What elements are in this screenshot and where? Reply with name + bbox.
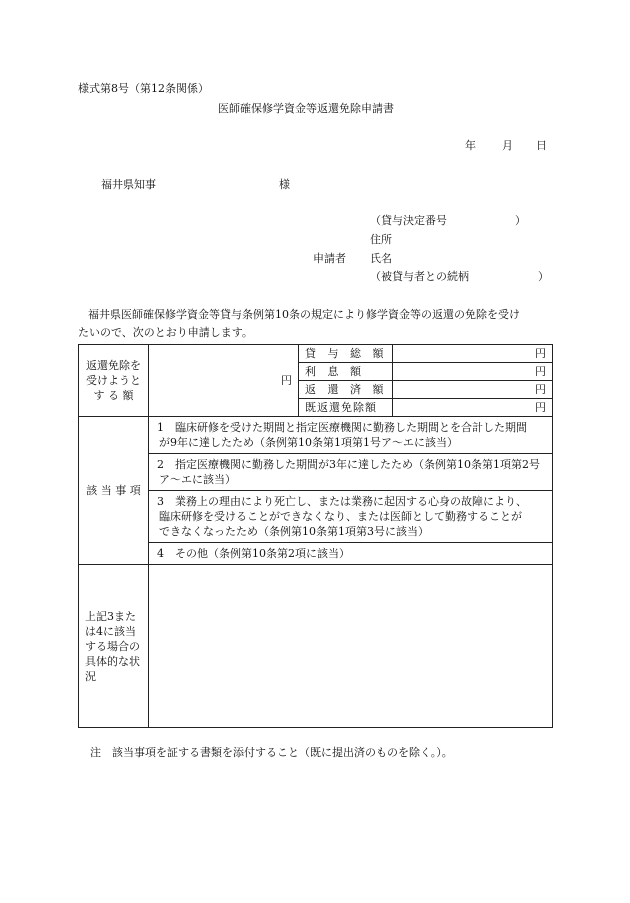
date-day: 日 — [536, 139, 547, 152]
form-number: 様式第8号（第12条関係） — [78, 82, 209, 95]
date-month: 月 — [502, 139, 513, 152]
reason-label: 該 当 事 項 — [79, 417, 149, 565]
loan-number-close: ） — [515, 214, 526, 227]
amount-label: 返還免除を 受けようと す る 額 — [79, 345, 149, 417]
details-label: 上記3また は4に該当 する場合の 具体的な状 況 — [79, 565, 149, 728]
loan-number-label: （貸与決定番号 — [370, 214, 447, 227]
document-title: 医師確保修学資金等返還免除申請書 — [218, 102, 394, 115]
relation-close: ） — [538, 270, 549, 283]
applicant-role-label: 申請者 — [313, 252, 346, 265]
amount-unit: 円 — [149, 345, 299, 417]
name-label: 氏名 — [370, 252, 392, 265]
condition-1: 1 臨床研修を受けた期間と指定医療機関に勤務した期間とを合計した期間 が9年に達したため（条例第10条第1項第1号ア〜エに該当） — [149, 417, 553, 454]
relation-label: （被貸与者との続柄 — [370, 270, 469, 283]
already-exempted-label: 既返還免除額 — [299, 399, 393, 417]
details-input-area[interactable] — [149, 565, 553, 728]
interest-label: 利 息 額 — [299, 363, 393, 381]
condition-3: 3 業務上の理由により死亡し、または業務に起因する心身の故障により、 臨床研修を受けることができなくなり、または医師として勤務することが できなくなったため（条例第10条第1項第3号に該当） — [149, 491, 553, 543]
intro-line-2: たいので、次のとおり申請します。 — [78, 326, 253, 339]
repaid-unit: 円 — [393, 381, 553, 399]
intro-line-1: 福井県医師確保修学資金等貸与条例第10条の規定により修学資金等の返還の免除を受け — [88, 308, 520, 321]
loan-total-label: 貸 与 総 額 — [299, 345, 393, 363]
application-table — [78, 344, 553, 728]
date-year: 年 — [465, 139, 476, 152]
loan-total-unit: 円 — [393, 345, 553, 363]
condition-4: 4 その他（条例第10条第2項に該当） — [149, 543, 553, 565]
repaid-label: 返 還 済 額 — [299, 381, 393, 399]
addressee-honorific: 様 — [279, 178, 290, 191]
already-exempted-unit: 円 — [393, 399, 553, 417]
addressee-name: 福井県知事 — [101, 178, 156, 191]
address-label: 住所 — [370, 233, 392, 246]
interest-unit: 円 — [393, 363, 553, 381]
condition-2: 2 指定医療機関に勤務した期間が3年に達したため（条例第10条第1項第2号 ア〜エに該当） — [149, 454, 553, 491]
note: 注 該当事項を証する書類を添付すること（既に提出済のものを除く。）。 — [90, 746, 453, 759]
